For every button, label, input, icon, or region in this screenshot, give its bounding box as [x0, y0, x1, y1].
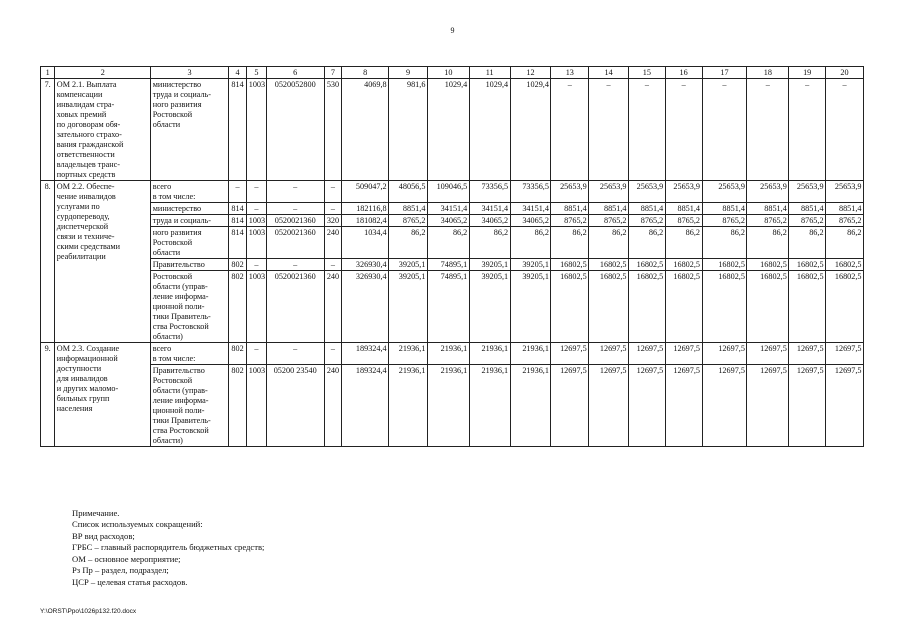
- page-number: 9: [450, 26, 455, 35]
- cell-line: для инвалидов: [56, 373, 108, 383]
- rzpr-code: 1003: [247, 365, 266, 447]
- amount-cell: 8851,4: [789, 203, 826, 215]
- table-row: [41, 79, 864, 181]
- amount-cell: 34151,4: [469, 203, 510, 215]
- amount-cell: 16802,5: [629, 259, 666, 271]
- amount-cell: 12697,5: [826, 365, 864, 447]
- amount-cell: 8851,4: [747, 203, 789, 215]
- vr-code: 240: [324, 227, 341, 259]
- grbs-code: 814: [228, 215, 246, 227]
- row-number: 8.: [41, 181, 55, 343]
- amount-cell: 25653,9: [629, 181, 666, 203]
- amount-cell: 25653,9: [702, 181, 747, 203]
- amount-cell: 16802,5: [789, 259, 826, 271]
- amount-cell: 34065,2: [469, 215, 510, 227]
- amount-cell: 189324,4: [342, 365, 389, 447]
- column-header-11: 11: [469, 67, 510, 79]
- amount-cell: 16802,5: [826, 271, 864, 343]
- vr-code: –: [324, 343, 341, 365]
- cell-line: министерство: [152, 79, 202, 89]
- cell-line: по договорам обя-: [56, 119, 121, 129]
- amount-cell: 16802,5: [826, 259, 864, 271]
- vr-code: 240: [324, 365, 341, 447]
- amount-cell: 8765,2: [389, 215, 428, 227]
- notes-title: Примечание.: [72, 508, 120, 518]
- amount-cell: 981,6: [389, 79, 428, 181]
- amount-cell: 12697,5: [747, 365, 789, 447]
- cell-line: Ростовской: [152, 237, 193, 247]
- amount-cell: 86,2: [589, 227, 629, 259]
- column-header-16: 16: [665, 67, 702, 79]
- cell-line: Ростовской: [152, 271, 193, 281]
- table-row: [41, 259, 864, 271]
- amount-cell: 12697,5: [629, 343, 666, 365]
- row-number: 9.: [41, 343, 55, 447]
- rzpr-code: –: [247, 343, 266, 365]
- cell-line: Ростовской: [152, 109, 193, 119]
- executor-cell: [151, 181, 229, 203]
- cell-line: ства Ростовской: [152, 425, 209, 435]
- executor-cell: [151, 215, 229, 227]
- cell-line: информационной: [56, 353, 118, 363]
- table-row: [41, 365, 864, 447]
- rzpr-code: 1003: [247, 79, 266, 181]
- activity-name: [55, 343, 151, 447]
- amount-cell: 74895,1: [427, 259, 469, 271]
- amount-cell: 109046,5: [427, 181, 469, 203]
- column-header-8: 8: [342, 67, 389, 79]
- cell-line: области: [152, 247, 181, 257]
- column-header-3: 3: [151, 67, 229, 79]
- cell-line: Правительство: [152, 365, 205, 375]
- column-header-2: 2: [55, 67, 151, 79]
- cell-line: ного развития: [152, 99, 202, 109]
- amount-cell: 12697,5: [665, 365, 702, 447]
- amount-cell: 25653,9: [789, 181, 826, 203]
- cell-line: ответственности: [56, 149, 115, 159]
- amount-cell: 1029,4: [469, 79, 510, 181]
- amount-cell: 8851,4: [589, 203, 629, 215]
- vr-code: –: [324, 203, 341, 215]
- abbreviation-item: Рз Пр – раздел, подраздел;: [72, 565, 169, 576]
- amount-cell: 16802,5: [629, 271, 666, 343]
- column-header-13: 13: [551, 67, 589, 79]
- amount-cell: 12697,5: [789, 365, 826, 447]
- amount-cell: –: [665, 79, 702, 181]
- amount-cell: 16802,5: [589, 271, 629, 343]
- amount-cell: 12697,5: [665, 343, 702, 365]
- amount-cell: –: [702, 79, 747, 181]
- amount-cell: 34065,2: [427, 215, 469, 227]
- column-header-6: 6: [266, 67, 324, 79]
- cell-line: ОМ 2.2. Обеспе-: [56, 181, 115, 191]
- column-header-19: 19: [789, 67, 826, 79]
- abbreviation-item: ВР вид расходов;: [72, 530, 135, 541]
- vr-code: 240: [324, 271, 341, 343]
- amount-cell: 74895,1: [427, 271, 469, 343]
- cell-line: в том числе:: [152, 353, 196, 363]
- amount-cell: 39205,1: [510, 259, 551, 271]
- amount-cell: 4069,8: [342, 79, 389, 181]
- cell-line: области): [152, 435, 183, 445]
- amount-cell: 73356,5: [510, 181, 551, 203]
- cell-line: связи и техниче-: [56, 231, 115, 241]
- activity-name: [55, 79, 151, 181]
- amount-cell: 39205,1: [389, 271, 428, 343]
- executor-cell: [151, 365, 229, 447]
- cell-line: ление информа-: [152, 395, 209, 405]
- amount-cell: 16802,5: [702, 259, 747, 271]
- cell-line: тики Правитель-: [152, 415, 211, 425]
- amount-cell: 326930,4: [342, 259, 389, 271]
- amount-cell: 86,2: [469, 227, 510, 259]
- rzpr-code: –: [247, 259, 266, 271]
- table-row: [41, 343, 864, 365]
- amount-cell: 12697,5: [551, 365, 589, 447]
- cell-line: реабилитации: [56, 251, 106, 261]
- executor-cell: [151, 79, 229, 181]
- amount-cell: 8765,2: [551, 215, 589, 227]
- grbs-code: 802: [228, 343, 246, 365]
- cell-line: инвалидам стра-: [56, 99, 115, 109]
- amount-cell: 8851,4: [665, 203, 702, 215]
- amount-cell: 16802,5: [665, 259, 702, 271]
- rzpr-code: 1003: [247, 227, 266, 259]
- vr-code: 320: [324, 215, 341, 227]
- amount-cell: 12697,5: [826, 343, 864, 365]
- cell-line: ционной поли-: [152, 405, 205, 415]
- executor-cell: [151, 227, 229, 259]
- abbreviation-item: ЦСР – целевая статья расходов.: [72, 576, 188, 587]
- column-header-1: 1: [41, 67, 55, 79]
- amount-cell: 1029,4: [427, 79, 469, 181]
- amount-cell: 86,2: [665, 227, 702, 259]
- grbs-code: 802: [228, 259, 246, 271]
- amount-cell: 25653,9: [747, 181, 789, 203]
- amount-cell: 48056,5: [389, 181, 428, 203]
- executor-cell: [151, 271, 229, 343]
- cell-line: ховых премий: [56, 109, 107, 119]
- csr-code: 0520021360: [266, 271, 324, 343]
- cell-line: ление информа-: [152, 291, 209, 301]
- amount-cell: 16802,5: [789, 271, 826, 343]
- amount-cell: 39205,1: [510, 271, 551, 343]
- column-header-12: 12: [510, 67, 551, 79]
- amount-cell: 8765,2: [826, 215, 864, 227]
- amount-cell: 34151,4: [510, 203, 551, 215]
- cell-line: вания гражданской: [56, 139, 124, 149]
- amount-cell: 21936,1: [427, 343, 469, 365]
- grbs-code: 802: [228, 365, 246, 447]
- cell-line: ОМ 2.3. Создание: [56, 343, 120, 353]
- amount-cell: 326930,4: [342, 271, 389, 343]
- amount-cell: 8851,4: [702, 203, 747, 215]
- notes-section: [72, 508, 264, 588]
- csr-code: –: [266, 181, 324, 203]
- column-header-4: 4: [228, 67, 246, 79]
- amount-cell: 21936,1: [389, 343, 428, 365]
- cell-line: области): [152, 331, 183, 341]
- amount-cell: 34151,4: [427, 203, 469, 215]
- amount-cell: 12697,5: [629, 365, 666, 447]
- amount-cell: 86,2: [551, 227, 589, 259]
- cell-line: Ростовской: [152, 375, 193, 385]
- amount-cell: 16802,5: [702, 271, 747, 343]
- rzpr-code: 1003: [247, 271, 266, 343]
- amount-cell: 34065,2: [510, 215, 551, 227]
- amount-cell: 21936,1: [427, 365, 469, 447]
- cell-line: скими средствами: [56, 241, 120, 251]
- column-header-7: 7: [324, 67, 341, 79]
- cell-line: доступности: [56, 363, 102, 373]
- table-row: [41, 203, 864, 215]
- amount-cell: 12697,5: [702, 365, 747, 447]
- row-number: 7.: [41, 79, 55, 181]
- amount-cell: 8851,4: [389, 203, 428, 215]
- table-header: [41, 67, 864, 79]
- csr-code: 0520052800: [266, 79, 324, 181]
- amount-cell: 16802,5: [747, 271, 789, 343]
- vr-code: –: [324, 181, 341, 203]
- amount-cell: 16802,5: [551, 271, 589, 343]
- amount-cell: 21936,1: [510, 343, 551, 365]
- column-header-15: 15: [629, 67, 666, 79]
- cell-line: и других маломо-: [56, 383, 119, 393]
- cell-line: области: [152, 119, 181, 129]
- amount-cell: 12697,5: [551, 343, 589, 365]
- amount-cell: 86,2: [510, 227, 551, 259]
- amount-cell: 8765,2: [789, 215, 826, 227]
- amount-cell: 8765,2: [747, 215, 789, 227]
- grbs-code: 814: [228, 227, 246, 259]
- column-header-5: 5: [247, 67, 266, 79]
- column-header-10: 10: [427, 67, 469, 79]
- cell-line: области (управ-: [152, 281, 208, 291]
- amount-cell: –: [747, 79, 789, 181]
- cell-line: портных средств: [56, 169, 116, 179]
- amount-cell: 12697,5: [747, 343, 789, 365]
- amount-cell: –: [589, 79, 629, 181]
- amount-cell: 86,2: [702, 227, 747, 259]
- amount-cell: 16802,5: [665, 271, 702, 343]
- amount-cell: 8851,4: [826, 203, 864, 215]
- csr-code: –: [266, 343, 324, 365]
- csr-code: –: [266, 203, 324, 215]
- cell-line: Правительство: [152, 259, 205, 269]
- grbs-code: –: [228, 181, 246, 203]
- abbreviation-item: ГРБС – главный распорядитель бюджетных средств;: [72, 542, 265, 553]
- cell-line: ционной поли-: [152, 301, 205, 311]
- cell-line: сурдопереводу,: [56, 211, 110, 221]
- amount-cell: 86,2: [427, 227, 469, 259]
- amount-cell: 16802,5: [551, 259, 589, 271]
- csr-code: 0520021360: [266, 215, 324, 227]
- budget-table: [40, 66, 864, 447]
- amount-cell: 8765,2: [589, 215, 629, 227]
- grbs-code: 814: [228, 79, 246, 181]
- cell-line: ства Ростовской: [152, 321, 209, 331]
- amount-cell: 39205,1: [469, 271, 510, 343]
- cell-line: труда и социаль-: [152, 89, 212, 99]
- amount-cell: 16802,5: [747, 259, 789, 271]
- amount-cell: 181082,4: [342, 215, 389, 227]
- table-row: [41, 227, 864, 259]
- activity-name: [55, 181, 151, 343]
- cell-line: зательного страхо-: [56, 129, 122, 139]
- cell-line: области (управ-: [152, 385, 208, 395]
- grbs-code: 814: [228, 203, 246, 215]
- amount-cell: 509047,2: [342, 181, 389, 203]
- cell-line: всего: [152, 181, 172, 191]
- table-row: [41, 181, 864, 203]
- amount-cell: 21936,1: [510, 365, 551, 447]
- amount-cell: –: [826, 79, 864, 181]
- amount-cell: 21936,1: [469, 365, 510, 447]
- amount-cell: 12697,5: [589, 343, 629, 365]
- amount-cell: –: [789, 79, 826, 181]
- column-header-18: 18: [747, 67, 789, 79]
- csr-code: –: [266, 259, 324, 271]
- cell-line: чение инвалидов: [56, 191, 116, 201]
- column-header-20: 20: [826, 67, 864, 79]
- amount-cell: 8851,4: [629, 203, 666, 215]
- amount-cell: 25653,9: [665, 181, 702, 203]
- cell-line: бильных групп: [56, 393, 110, 403]
- vr-code: –: [324, 259, 341, 271]
- vr-code: 530: [324, 79, 341, 181]
- amount-cell: 25653,9: [826, 181, 864, 203]
- amount-cell: 86,2: [826, 227, 864, 259]
- rzpr-code: –: [247, 181, 266, 203]
- column-header-14: 14: [589, 67, 629, 79]
- amount-cell: 73356,5: [469, 181, 510, 203]
- amount-cell: 189324,4: [342, 343, 389, 365]
- amount-cell: 39205,1: [389, 259, 428, 271]
- amount-cell: 39205,1: [469, 259, 510, 271]
- cell-line: труда и социаль-: [152, 215, 212, 225]
- cell-line: в том числе:: [152, 191, 196, 201]
- cell-line: министерство: [152, 203, 202, 213]
- amount-cell: 12697,5: [702, 343, 747, 365]
- amount-cell: 1029,4: [510, 79, 551, 181]
- amount-cell: 21936,1: [469, 343, 510, 365]
- amount-cell: 86,2: [629, 227, 666, 259]
- cell-line: владельцев транс-: [56, 159, 120, 169]
- cell-line: услугами по: [56, 201, 100, 211]
- cell-line: тики Правитель-: [152, 311, 211, 321]
- amount-cell: 12697,5: [789, 343, 826, 365]
- cell-line: ного развития: [152, 227, 202, 237]
- column-header-17: 17: [702, 67, 747, 79]
- cell-line: компенсации: [56, 89, 103, 99]
- amount-cell: –: [629, 79, 666, 181]
- amount-cell: 8765,2: [702, 215, 747, 227]
- rzpr-code: 1003: [248, 215, 266, 225]
- amount-cell: 8765,2: [665, 215, 702, 227]
- csr-code: 0520021360: [266, 227, 324, 259]
- cell-line: всего: [152, 343, 172, 353]
- amount-cell: 86,2: [789, 227, 826, 259]
- amount-cell: –: [551, 79, 589, 181]
- amount-cell: 12697,5: [589, 365, 629, 447]
- grbs-code: 802: [228, 271, 246, 343]
- table-row: [41, 271, 864, 343]
- amount-cell: 8765,2: [629, 215, 666, 227]
- amount-cell: 8851,4: [551, 203, 589, 215]
- executor-cell: [151, 203, 229, 215]
- cell-line: диспетчерской: [56, 221, 109, 231]
- cell-line: ОМ 2.1. Выплата: [56, 79, 117, 89]
- amount-cell: 21936,1: [389, 365, 428, 447]
- table-row: [41, 215, 864, 227]
- file-path-footer: Y:\ORST\Ppo\1026p132.f20.docx: [40, 608, 137, 615]
- csr-code: 05200 23540: [266, 365, 324, 447]
- amount-cell: 25653,9: [589, 181, 629, 203]
- amount-cell: 1034,4: [342, 227, 389, 259]
- notes-subtitle: Список используемых сокращений:: [72, 519, 203, 530]
- amount-cell: 16802,5: [589, 259, 629, 271]
- amount-cell: 182116,8: [342, 203, 389, 215]
- rzpr-code: –: [247, 203, 266, 215]
- amount-cell: 25653,9: [551, 181, 589, 203]
- executor-cell: [151, 343, 229, 365]
- executor-cell: [151, 259, 229, 271]
- amount-cell: 86,2: [747, 227, 789, 259]
- abbreviation-item: ОМ – основное мероприятие;: [72, 553, 181, 564]
- cell-line: населения: [56, 403, 93, 413]
- amount-cell: 86,2: [389, 227, 428, 259]
- column-header-9: 9: [389, 67, 428, 79]
- table-body: [41, 79, 864, 447]
